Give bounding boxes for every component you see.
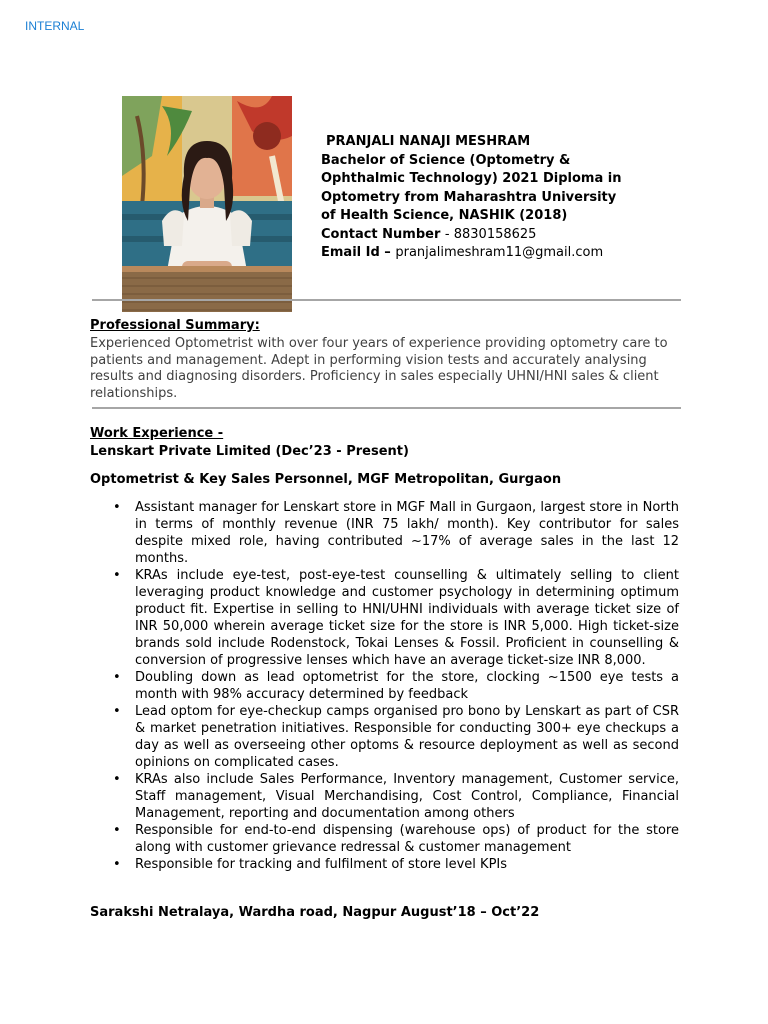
list-item-text: Doubling down as lead optometrist for the store, clocking ~1500 eye tests a month with 98% accuracy determined by feedback [135, 670, 679, 702]
company-lenskart: Lenskart Private Limited (Dec’23 - Present) [90, 444, 409, 459]
list-item-text: Responsible for tracking and fulfilment of store level KPIs [135, 857, 508, 872]
role-title: Optometrist & Key Sales Personnel, MGF Metropolitan, Gurgaon [90, 472, 562, 487]
summary-text: Experienced Optometrist with over four years of experience providing optometry care to patients and management. Adept in performing vision tests and accurately analysing results and diagnosing disorders. Proficiency in sales especially UHNI/HNI sales & client relationships. [90, 336, 668, 401]
bullet-icon: • [113, 704, 121, 719]
company-sarakshi: Sarakshi Netralaya, Wardha road, Nagpur August’18 – Oct’22 [90, 905, 540, 920]
list-item [90, 822, 679, 856]
responsibilities-list [90, 499, 679, 873]
bullet-icon: • [113, 670, 121, 685]
contact-row [321, 226, 651, 245]
candidate-name: PRANJALI NANAJI MESHRAM [326, 134, 531, 149]
list-item-text: Lead optom for eye-checkup camps organised pro bono by Lenskart as part of CSR & market penetration initiatives. Responsible for conducting 300+ eye checkups a day as well as overseeing other optoms & resource deployment as well as second opinions on complicated cases. [135, 704, 679, 770]
education-line-2: Ophthalmic Technology) 2021 Diploma in [321, 171, 622, 186]
divider-middle [92, 407, 681, 409]
work-experience-heading: Work Experience - [90, 426, 224, 441]
bullet-icon: • [113, 823, 121, 838]
profile-photo [122, 96, 292, 312]
contact-value: - 8830158625 [444, 226, 537, 242]
education-line-1: Bachelor of Science (Optometry & [321, 152, 571, 168]
list-item [90, 856, 679, 873]
bullet-icon: • [113, 857, 121, 872]
divider-top [92, 299, 681, 301]
list-item [90, 499, 679, 567]
list-item-text: Responsible for end-to-end dispensing (warehouse ops) of product for the store along with customer grievance redressal & customer management [135, 823, 679, 855]
email-row [321, 244, 651, 263]
bullet-icon: • [113, 568, 121, 583]
bullet-icon: • [113, 772, 121, 787]
internal-classification-tag: INTERNAL [25, 19, 85, 33]
list-item [90, 669, 679, 703]
list-item [90, 703, 679, 771]
contact-label: Contact Number [321, 226, 441, 242]
profile-info-block [321, 133, 651, 263]
summary-heading: Professional Summary: [90, 318, 260, 333]
list-item-text: KRAs include eye-test, post-eye-test counselling & ultimately selling to client leveraging product knowledge and customer psychology in determining optimum product fit. Expertise in selling to HNI/UHNI individuals with average ticket size of INR 50,000 wherein average ticket size for the store is INR 5,000. High ticket-size brands sold include Rodenstock, Tokai Lenses & Fossil. Proficient in counselling & conversion of progressive lenses which have an average ticket-size INR 8,000. [135, 568, 679, 668]
list-item [90, 567, 679, 669]
bullet-icon: • [113, 500, 121, 515]
list-item [90, 771, 679, 822]
list-item-text: Assistant manager for Lenskart store in MGF Mall in Gurgaon, largest store in North in terms of monthly revenue (INR 75 lakh/ month). Key contributor for sales despite mixed role, having contributed ~17% of average sales in the last 12 months. [135, 500, 679, 566]
list-item-text: KRAs also include Sales Performance, Inventory management, Customer service, Staff management, Visual Merchandising, Cost Control, Compliance, Financial Management, reporting and documentation among others [135, 772, 679, 821]
education-line-4: of Health Science, NASHIK (2018) [321, 208, 568, 223]
education-line-3: Optometry from Maharashtra University [321, 189, 617, 205]
email-value: pranjalimeshram11@gmail.com [395, 245, 604, 260]
email-label: Email Id – [321, 245, 391, 260]
